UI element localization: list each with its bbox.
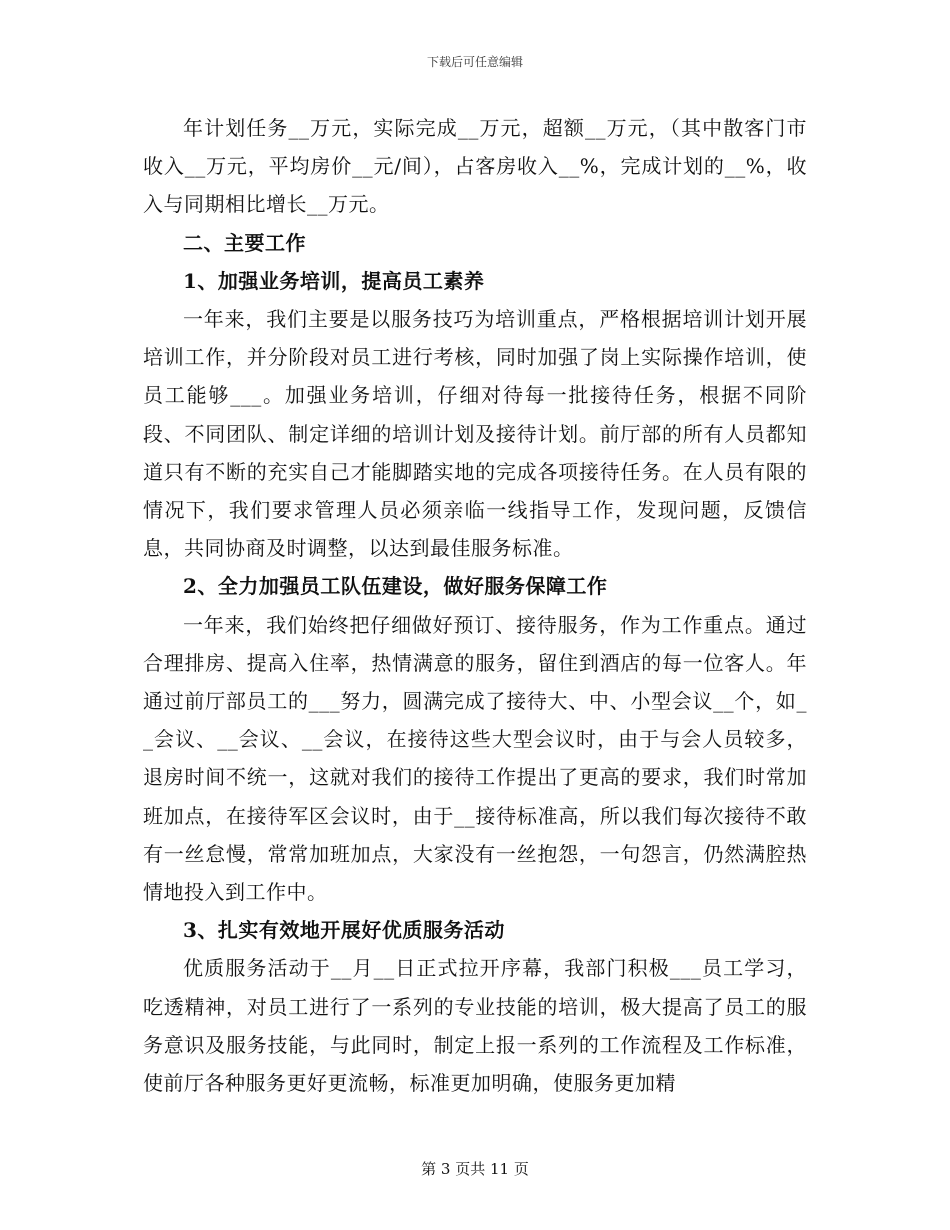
page-header: 下载后可任意编辑: [426, 55, 523, 69]
paragraph-quality-service: 优质服务活动于__月__日正式拉开序幕，我部门积极___员工学习，吃透精神，对员工进行了一系列的专业技能的培训，极大提高了员工的服务意识及服务技能，与此同时，制定上报一系列的工作流程及工作标准，使前厅各种服务更好更流畅，标准更加明确，使服务更加精: [143, 956, 807, 1096]
paragraph-team-building: 一年来，我们始终把仔细做好预订、接待服务，作为工作重点。通过合理排房、提高入住率，热情满意的服务，留住到酒店的每一位客人。年通过前厅部员工的___努力，圆满完成了接待大、中、小型会议__个，如__会议、__会议、__会议，在接待这些大型会议时，由于与会人员较多，退房时间不统一，这就对我们的接待工作提出了更高的要求，我们时常加班加点，在接待军区会议时，由于__接待标准高，所以我们每次接待不敢有一丝怠慢，常常加班加点，大家没有一丝抱怨，一句怨言，仍然满腔热情地投入到工作中。: [143, 612, 807, 905]
subheading-team-building: 2、全力加强员工队伍建设，做好服务保障工作: [183, 574, 608, 599]
document-body: [143, 109, 807, 1102]
subheading-quality-service: 3、扎实有效地开展好优质服务活动: [183, 918, 505, 943]
section-heading-main-work: 二、主要工作: [183, 230, 306, 255]
paragraph-training: 一年来，我们主要是以服务技巧为培训重点，严格根据培训计划开展培训工作，并分阶段对员工进行考核，同时加强了岗上实际操作培训，使员工能够___。加强业务培训，仔细对待每一批接待任务，根据不同阶段、不同团队、制定详细的培训计划及接待计划。前厅部的所有人员都知道只有不断的充实自己才能脚踏实地的完成各项接待任务。在人员有限的情况下，我们要求管理人员必须亲临一线指导工作，发现问题，反馈信息，共同协商及时调整，以达到最佳服务标准。: [143, 307, 807, 561]
paragraph-revenue-summary: 年计划任务__万元，实际完成__万元，超额__万元，（其中散客门市收入__万元，平均房价__元/间），占客房收入__%，完成计划的__%，收入与同期相比增长__万元。: [143, 116, 807, 217]
page-footer: 第 3 页共 11 页: [421, 1160, 529, 1178]
subheading-training: 1、加强业务培训，提高员工素养: [183, 268, 485, 293]
